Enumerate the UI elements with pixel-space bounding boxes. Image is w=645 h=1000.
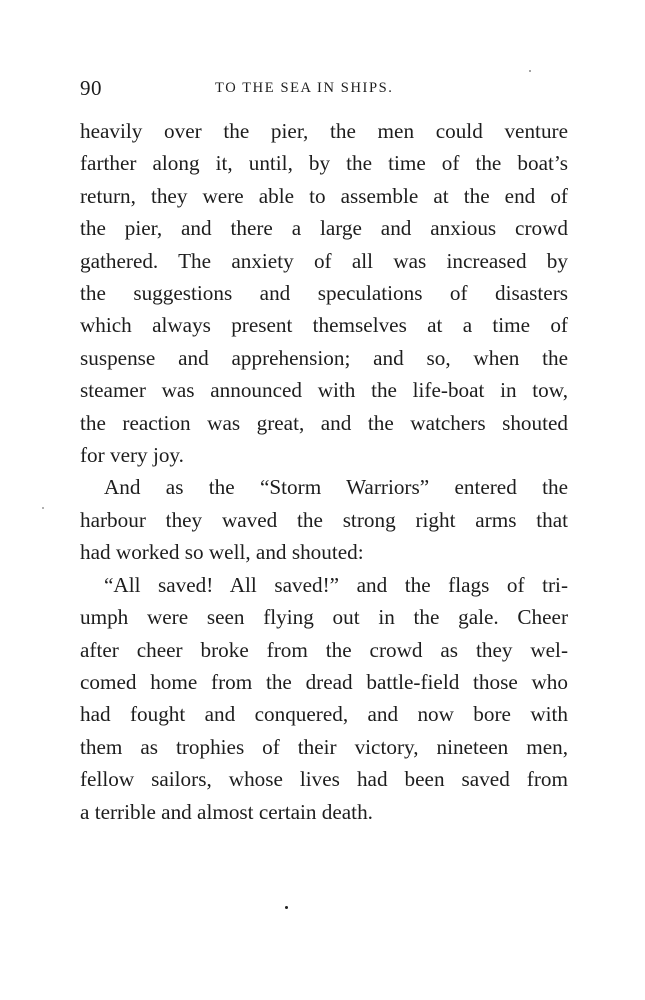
text-line: umph were seen flying out in the gale. Cheer [80, 605, 568, 630]
text-line: gathered. The anxiety of all was increased by [80, 248, 568, 273]
text-line: had fought and conquered, and now bore with [80, 702, 568, 727]
text-line: the suggestions and speculations of disasters [80, 281, 568, 306]
text-line: suspense and apprehension; and so, when the [80, 345, 568, 370]
text-line: them as trophies of their victory, nineteen men, [80, 734, 568, 759]
ink-speck [285, 906, 288, 909]
text-line: the reaction was great, and the watchers shouted [80, 410, 568, 435]
text-line: And as the “Storm Warriors” entered the [104, 475, 568, 500]
paragraph [80, 115, 568, 471]
paragraph [80, 471, 568, 568]
text-line: a terrible and almost certain death. [80, 799, 373, 824]
ink-speck [529, 70, 531, 72]
text-line: for very joy. [80, 443, 184, 468]
text-line: “All saved! All saved!” and the flags of tri- [104, 572, 568, 597]
ink-speck [42, 507, 44, 509]
text-line: comed home from the dread battle-field those who [80, 669, 568, 694]
text-line: heavily over the pier, the men could venture [80, 119, 568, 143]
body-text [80, 115, 568, 828]
text-line: return, they were able to assemble at the end of [80, 183, 568, 208]
text-line: fellow sailors, whose lives had been saved from [80, 767, 568, 792]
text-line: which always present themselves at a time of [80, 313, 568, 338]
text-line: after cheer broke from the crowd as they wel- [80, 637, 568, 662]
text-line: had worked so well, and shouted: [80, 540, 364, 565]
text-line: farther along it, until, by the time of the boat’s [80, 151, 568, 176]
paragraph [80, 569, 568, 828]
text-line: steamer was announced with the life-boat in tow, [80, 378, 568, 403]
running-title: TO THE SEA IN SHIPS. [215, 80, 394, 96]
running-header [80, 76, 570, 104]
text-line: harbour they waved the strong right arms that [80, 507, 568, 532]
text-line: the pier, and there a large and anxious crowd [80, 216, 568, 241]
page-number: 90 [80, 76, 102, 100]
